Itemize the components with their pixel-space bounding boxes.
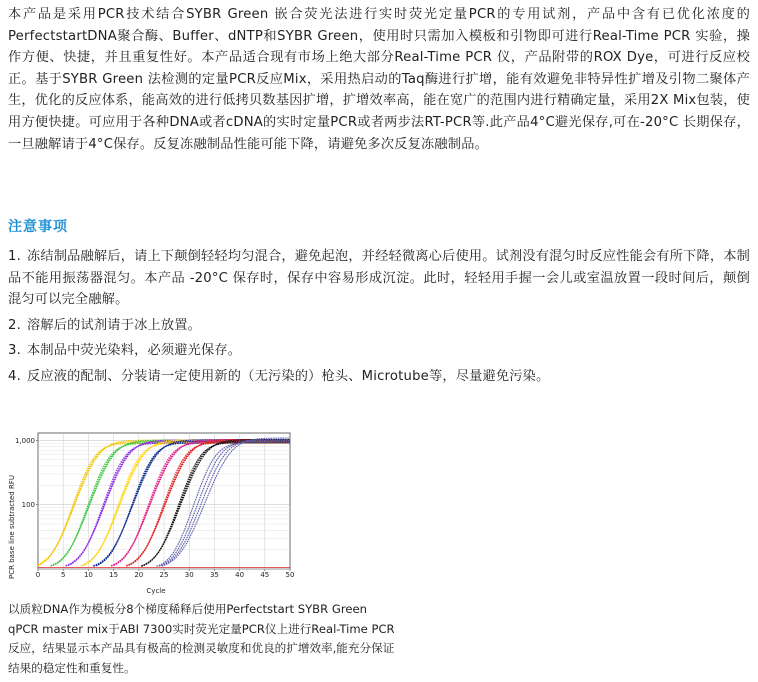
note-number: 1.: [8, 249, 21, 264]
note-item: [8, 340, 750, 362]
x-tick-label: 10: [83, 571, 93, 579]
x-tick-label: 30: [184, 571, 194, 579]
x-tick-label: 50: [285, 571, 295, 579]
note-text: 反应液的配制、分装请一定使用新的（无污染的）枪头、Microtube等，尽量避免污染。: [26, 368, 550, 384]
x-tick-label: 35: [209, 571, 219, 579]
y-tick-label: 100: [21, 501, 35, 510]
note-item: [8, 315, 750, 337]
x-tick-label: 45: [260, 571, 270, 579]
x-tick-label: 0: [35, 571, 41, 579]
note-number: 3.: [8, 343, 21, 359]
note-item: [8, 246, 750, 311]
chart-svg: [4, 427, 296, 597]
notes-title: 注意事项: [8, 219, 68, 235]
y-tick-label: 1,000: [14, 436, 35, 445]
note-number: 2.: [8, 317, 21, 333]
y-axis-label: PCR base line subtracted RFU: [8, 475, 16, 579]
x-tick-label: 5: [60, 571, 66, 579]
note-text: 本制品中荧光染料，必须避光保存。: [26, 343, 242, 359]
notes-list: [8, 246, 750, 392]
x-tick-label: 40: [235, 571, 245, 579]
note-item: [8, 366, 750, 388]
amplification-chart: [4, 427, 296, 597]
intro-paragraph: 本产品是采用PCR技术结合SYBR Green 嵌合荧光法进行实时荧光定量PCR的专用试剂，产品中含有已优化浓度的PerfectstartDNA聚合酶、Buffer、dNTP和SYBR Green，使用时只需加入模板和引物即可进行Real-Time PCR 实验，操作方便、快捷，并且重复性好。本产品适合现有市场上绝大部分Real-Time PCR 仪，产品附带的ROX Dye，可进行反应校正。基于SYBR Green 法检测的定量PCR反应Mix，采用热启动的Taq酶进行扩增，能有效避免非特异性扩增及引物二聚体产生，优化的反应体系，能高效的进行低拷贝数基因扩增，扩增效率高，能在宽广的范围内进行精确定量，采用2X Mix包装，使用方便快捷。可应用于各种DNA或者cDNA的实时定量PCR或者两步法RT-PCR等.此产品4°C避光保存,可在-20°C 长期保存，一旦融解请于4°C保存。反复冻融制品性能可能下降，请避免多次反复冻融制品。: [8, 7, 750, 152]
x-tick-label: 15: [109, 571, 119, 579]
note-number: 4.: [8, 368, 21, 384]
figure-caption: 以质粒DNA作为模板分8个梯度稀释后使用Perfectstart SYBR Green qPCR master mix于ABI 7300实时荧光定量PCR仪上进行Real-Time PCR反应，结果显示本产品具有极高的检测灵敏度和优良的扩增效率,能充分保证结果的稳定性和重复性。: [8, 602, 395, 675]
note-text: 冻结制品融解后，请上下颠倒轻轻均匀混合，避免起泡，并经轻微离心后使用。试剂没有混匀时反应性能会有所下降，本制品不能用振荡器混匀。本产品 -20°C 保存时，保存中容易形成沉淀。此时，轻轻用手握一会儿或室温放置一段时间后，颠倒混匀可以完全融解。: [8, 249, 750, 308]
note-text: 溶解后的试剂请于冰上放置。: [26, 317, 202, 333]
x-tick-label: 25: [159, 571, 169, 579]
x-tick-label: 20: [134, 571, 144, 579]
x-axis-label: Cycle: [146, 587, 166, 595]
